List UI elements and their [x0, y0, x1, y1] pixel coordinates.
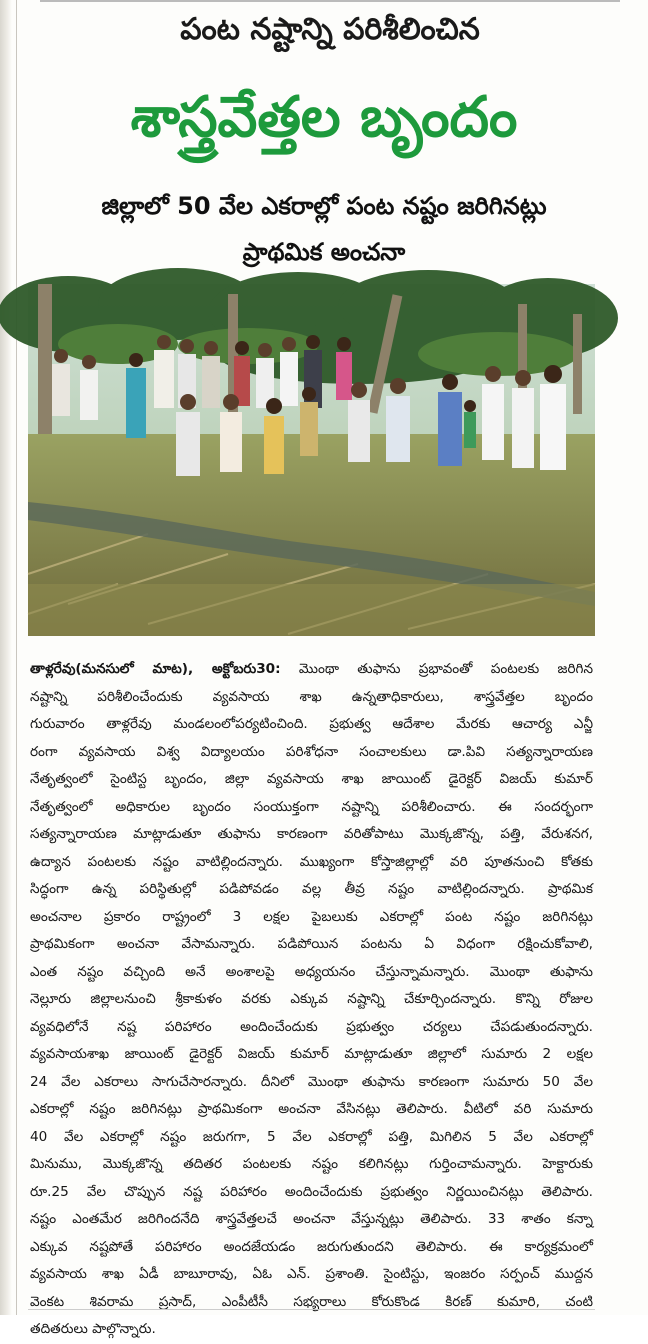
- article-photo: [28, 284, 595, 636]
- article-body-line: రంగా వ్యవసాయ విశ్వ విద్యాలయం పరిశోధనా సంచాలకులు డా.పివి సత్యన్నారాయణ: [30, 743, 593, 760]
- column-rule: [16, 0, 17, 1315]
- field-inspection-photo: [28, 284, 595, 636]
- article-kicker: పంట నష్టాన్ని పరిశీలించిన: [180, 12, 480, 47]
- article-body-line: అంచనాల ప్రకారం రాష్ట్రంలో 3 లక్షల పైబలుకు ఎకరాల్లో పంట నష్టం జరిగినట్లు: [30, 908, 593, 925]
- article-body-line: రూ.25 వేల చొప్పున నష్ట పరిహారం అందించేందుకు ప్రభుత్వం నిర్ణయించినట్లు తెలిపారు.: [30, 1183, 593, 1200]
- article-dateline: తాళ్లరేవు(మనసులో మాట), అక్టోబరు30:: [30, 661, 281, 677]
- article-body-line-0-text: మొంథా తుఫాను ప్రభావంతో పంటలకు జరిగిన: [280, 661, 593, 677]
- article-body-line: వ్యవధిలోనే నష్ట పరిహారం అందించేందుకు ప్రభుత్వం చర్యలు చేపడుతుందన్నారు.: [30, 1018, 593, 1035]
- article-body: [30, 656, 593, 1344]
- bottom-rule: [28, 1309, 595, 1310]
- article-body-line: నేతృత్వంలో అధికారుల బృందం సంయుక్తంగా నష్టాన్ని పరిశీలించారు. ఈ సందర్భంగా: [30, 798, 593, 815]
- article-body-line: ప్రాథమికంగా అంచనా వేసామన్నారు. పడిపోయిన పంటను ఏ విధంగా రక్షించుకోవాలి,: [30, 936, 593, 952]
- article-body-line: వ్యవసాయ శాఖ ఏడీ బాబూరావు, ఏఓ ఎన్. ప్రశాంతి. సైంటిస్టు, ఇంజరం సర్పంచ్ ముద్దన: [30, 1266, 593, 1282]
- article-body-line: గురువారం తాళ్లరేవు మండలంలోపర్యటించింది. ప్రభుత్వ ఆదేశాల మేరకు ఆచార్య ఎన్జీ: [30, 716, 593, 732]
- article-body-line: నేతృత్వంలో సైంటిస్ట బృందం, జిల్లా వ్యవసాయ శాఖ జాయింట్ డైరెక్టర్ విజయ్ కుమార్: [30, 771, 593, 787]
- article-body-line: తదితరులు పాల్గొన్నారు.: [30, 1321, 156, 1337]
- article-subheadline-line2: ప్రాథమిక అంచనా: [242, 238, 406, 266]
- article-body-line: ఎంత నష్టం వచ్చింది అనే అంశాలపై అధ్యయనం చేస్తున్నామన్నారు. మొంథా తుఫాను: [30, 963, 593, 980]
- article-body-line: 24 వేల ఎకరాలు సాగుచేసారన్నారు. దీనిలో మొంథా తుఫాను కారణంగా సుమారు 50 వేల: [30, 1073, 593, 1090]
- article-body-line: నష్టాన్ని పరిశీలించేందుకు వ్యవసాయ శాఖ ఉన్నతాధికారులు, శాస్త్రవేత్తల బృందం: [30, 688, 593, 705]
- top-rule: [40, 0, 620, 2]
- article-subheadline-line1: జిల్లాలో 50 వేల ఎకరాల్లో పంట నష్టం జరిగినట్లు: [101, 192, 547, 220]
- article-headline: శాస్త్రవేత్తల బృందం: [130, 85, 518, 150]
- article-body-line: వ్యవసాయశాఖ జాయింట్ డైరెక్టర్ విజయ్ కుమార్ మాట్లాడుతూ జిల్లాలో సుమారు 2 లక్షల: [30, 1046, 593, 1062]
- article-body-line: సత్యన్నారాయణ మాట్లాడుతూ తుఫాను కారణంగా వరితోపాటు మొక్కజొన్న, పత్తి, వేరుశనగ,: [30, 826, 593, 842]
- article-body-line: ఎకరాల్లో నష్టం జరిగినట్లు ప్రాథమికంగా అంచనా వేసినట్లు తెలిపారు. వీటిలో వరి సుమారు: [30, 1101, 593, 1117]
- article-body-line: వెంకట శివరామ ప్రసాద్, ఎంపీటీసీ సభ్యరాలు కోరుకొండ కిరణ్ కుమారి, చంటి: [30, 1293, 593, 1310]
- article-body-line: ఎక్కువ నష్టపోతే పరిహారం అందజేయడం జరుగుతుందని తెలిపారు. ఈ కార్యక్రమంలో: [30, 1238, 593, 1255]
- article-body-line: మినుము, మొక్కజొన్న తదితర పంటలకు నష్టం కలిగినట్లు గుర్తించామన్నారు. హెక్టారుకు: [30, 1156, 593, 1172]
- article-body-line-0: [30, 656, 593, 684]
- article-body-line: నెల్లూరు జిల్లాలనుంచి శ్రీకాకుళం వరకు ఎక్కువ నష్టాన్ని చేకూర్చిందన్నారు. కొన్ని రోజుల: [30, 991, 593, 1007]
- article-body-line: సిద్ధంగా ఉన్న పరిస్థితుల్లో పడిపోవడం వల్ల తీవ్ర నష్టం వాటిల్లిందన్నారు. ప్రాథమిక: [30, 881, 593, 897]
- page-edge: [0, 0, 12, 1315]
- article-body-line: నష్టం ఎంతమేర జరిగిందనేది శాస్త్రవేత్తలచే అంచనా వేస్తున్నట్లు తెలిపారు. 33 శాతం కన్నా: [30, 1211, 593, 1227]
- article-body-line: ఉద్యాన పంటలకు నష్టం వాటిల్లిందన్నారు. ముఖ్యంగా కోస్తాజిల్లాల్లో వరి పూతనుంచి కోతకు: [30, 853, 593, 870]
- article-body-line: 40 వేల ఎకరాల్లో నష్టం జరుగగా, 5 వేల ఎకరాల్లో పత్తి, మిగిలిన 5 వేల ఎకరాల్లో: [30, 1128, 593, 1145]
